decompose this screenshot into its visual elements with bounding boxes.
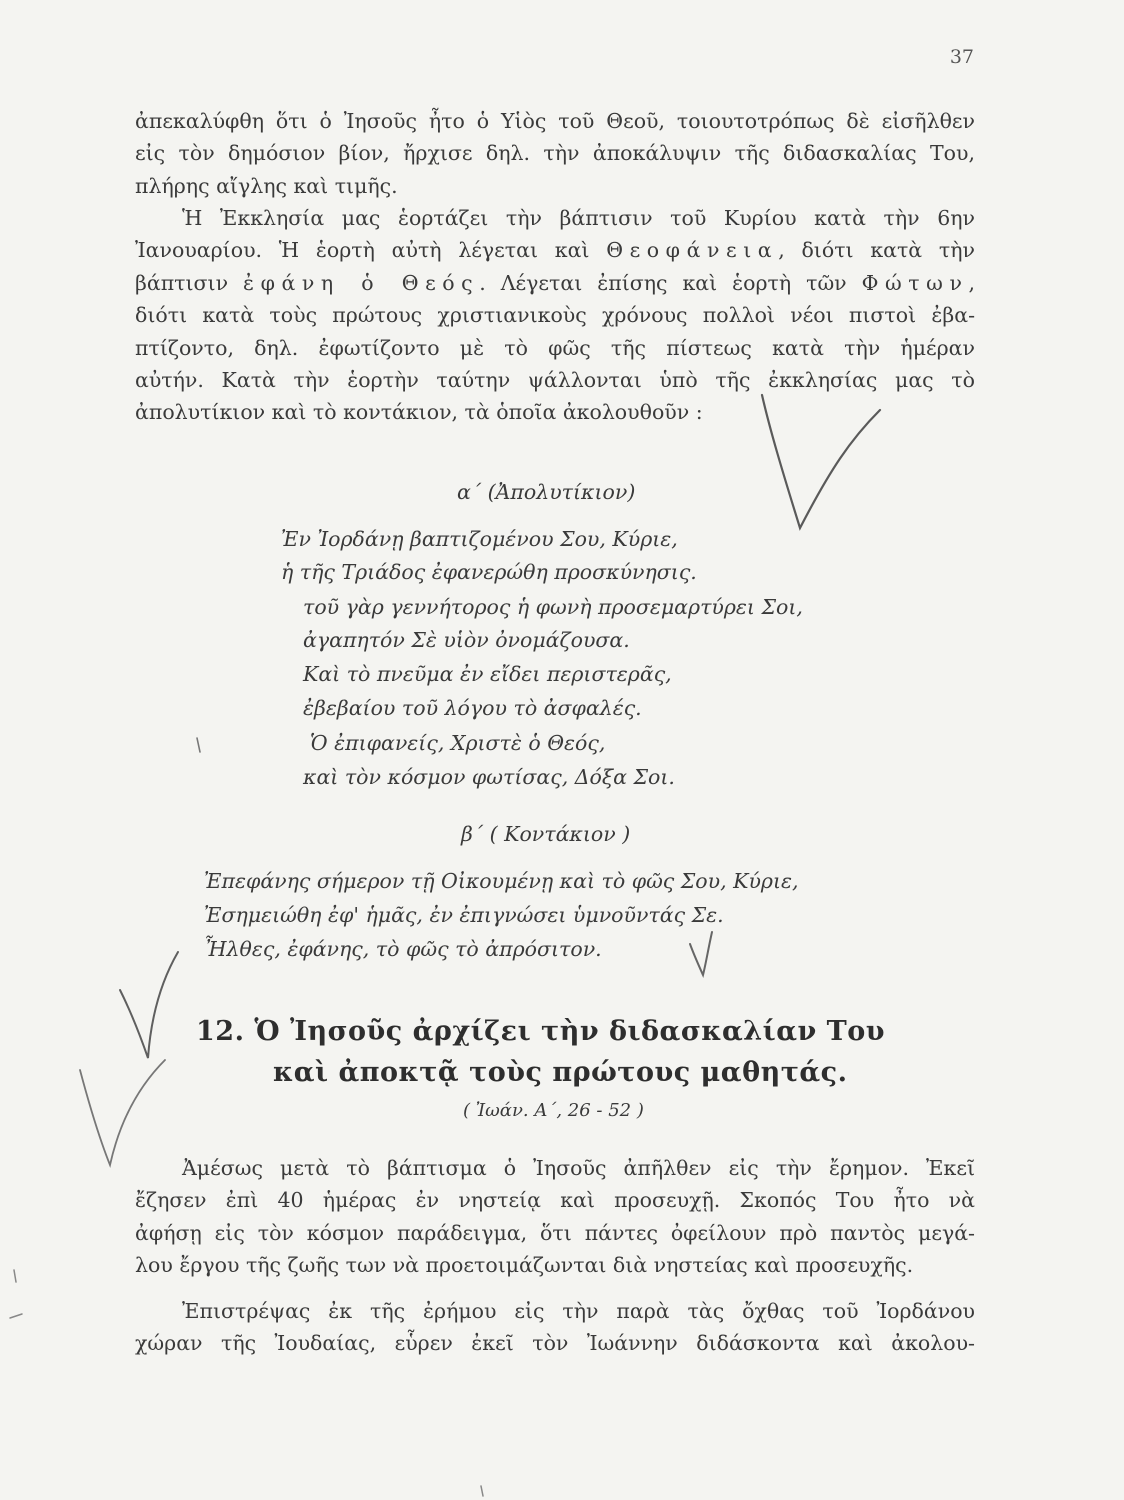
text-line: Ἡ Ἐκκλησία μας ἑορτάζει τὴν βάπτισιν τοῦ Κυρίου κατὰ τὴν 6ην [182, 206, 975, 230]
text-line: Ἐπιστρέψας ἐκ τῆς ἐρήμου εἰς τὴν παρὰ τὰς ὄχθας τοῦ Ἰορδάνου [182, 1299, 975, 1323]
text-line: λου ἔργου τῆς ζωῆς των νὰ προετοιμάζωνται διὰ νηστείας καὶ προσευχῆς. [135, 1253, 914, 1278]
hymn-title-apolytikion: α΄ (Ἀπολυτίκιον) [457, 480, 636, 504]
text-line: διότι κατὰ τοὺς πρώτους χριστιανικοὺς χρόνους πολλοὶ νέοι πιστοὶ ἐβα- [135, 303, 975, 328]
text-line: ἀφήσῃ εἰς τὸν κόσμον παράδειγμα, ὅτι πάντες ὀφείλουν πρὸ παντὸς μεγά- [135, 1220, 975, 1245]
hymn-verse: τοῦ γὰρ γεννήτορος ἡ φωνὴ προσεμαρτύρει Σοι, [303, 595, 803, 619]
pencil-tick-hymn [197, 738, 200, 752]
hymn-verse: καὶ τὸν κόσμον φωτίσας, Δόξα Σοι. [303, 765, 675, 789]
pencil-tick-margin-1 [14, 1270, 16, 1282]
text-span: . Λέγεται ἐπίσης καὶ ἑορτὴ τῶν [479, 270, 862, 295]
hymn-verse: ἐβεβαίου τοῦ λόγου τὸ ἀσφαλές. [303, 696, 642, 720]
hymn-title-kontakion: β΄ ( Κοντάκιον ) [461, 822, 631, 846]
pencil-tick-margin-2 [10, 1314, 22, 1318]
text-line: ἔζησεν ἐπὶ 40 ἡμέρας ἐν νηστείᾳ καὶ προσευχῇ. Σκοπός Του ἦτο νὰ [135, 1188, 975, 1213]
page-number: 37 [949, 46, 974, 68]
text-line: εἰς τὸν δημόσιον βίον, ἤρχισε δηλ. τὴν ἀποκάλυψιν τῆς διδασκαλίας Του, [135, 141, 975, 166]
text-span: , [968, 270, 975, 295]
spaced-term-theophania: Θεοφάνεια [606, 238, 779, 263]
hymn-verse: Ἐν Ἰορδάνῃ βαπτιζομένου Σου, Κύριε, [281, 527, 678, 551]
text-span: , διότι κατὰ τὴν [778, 238, 975, 263]
text-line: ἀπεκαλύφθη ὅτι ὁ Ἰησοῦς ἦτο ὁ Υἱὸς τοῦ Θεοῦ, τοιουτοτρόπως δὲ εἰσῆλθεν [135, 109, 975, 133]
pencil-check-mark-small [690, 932, 712, 975]
hymn-verse: Ἦλθες, ἐφάνης, τὸ φῶς τὸ ἀπρόσιτον. [204, 937, 602, 961]
text-line: ἀπολυτίκιον καὶ τὸ κοντάκιον, τὰ ὁποῖα ἀκολουθοῦν : [135, 400, 703, 425]
hymn-verse: ἀγαπητόν Σὲ υἱὸν ὀνομάζουσα. [303, 628, 630, 652]
hymn-verse: Ἐπεφάνης σήμερον τῇ Οἰκουμένῃ καὶ τὸ φῶς Σου, Κύριε, [204, 869, 799, 893]
hymn-verse: ἡ τῆς Τριάδος ἐφανερώθη προσκύνησις. [281, 560, 697, 584]
section-heading-continued: καὶ ἀποκτᾷ τοὺς πρώτους μαθητάς. [273, 1057, 848, 1088]
pencil-check-mark-lower-margin [80, 1060, 165, 1165]
pencil-check-mark-margin [120, 952, 178, 1058]
text-line: αὐτήν. Κατὰ τὴν ἑορτὴν ταύτην ψάλλονται ὑπὸ τῆς ἐκκλησίας μας τὸ [135, 368, 975, 393]
spaced-term-efani: ἐφάνη ὁ Θεός [243, 270, 480, 295]
text-line: Ἀμέσως μετὰ τὸ βάπτισμα ὁ Ἰησοῦς ἀπῆλθεν εἰς τὴν ἔρημον. Ἐκεῖ [182, 1156, 975, 1180]
text-line: πτίζοντο, δηλ. ἐφωτίζοντο μὲ τὸ φῶς τῆς πίστεως κατὰ τὴν ἡμέραν [135, 335, 975, 360]
text-line: πλήρης αἴγλης καὶ τιμῆς. [135, 173, 398, 198]
text-span: Ἰανουαρίου. Ἡ ἑορτὴ αὐτὴ λέγεται καὶ [135, 238, 607, 263]
spaced-term-foton: Φώτων [861, 270, 969, 295]
hymn-verse: Καὶ τὸ πνεῦμα ἐν εἴδει περιστερᾶς, [303, 662, 672, 686]
pencil-check-mark-large [762, 395, 880, 528]
scripture-reference: ( Ἰωάν. Α΄, 26 - 52 ) [463, 1100, 644, 1121]
hymn-verse: Ὁ ἐπιφανείς, Χριστὲ ὁ Θεός, [310, 731, 606, 755]
hymn-verse: Ἐσημειώθη ἐφ' ἡμᾶς, ἐν ἐπιγνώσει ὑμνοῦντάς Σε. [204, 903, 724, 927]
text-span: βάπτισιν [135, 270, 244, 295]
text-line: χώραν τῆς Ἰουδαίας, εὗρεν ἐκεῖ τὸν Ἰωάννην διδάσκοντα καὶ ἀκολου- [135, 1331, 975, 1356]
section-heading: 12. Ὁ Ἰησοῦς ἀρχίζει τὴν διδασκαλίαν Του [196, 1016, 885, 1047]
pencil-tick-bottom [481, 1486, 483, 1496]
